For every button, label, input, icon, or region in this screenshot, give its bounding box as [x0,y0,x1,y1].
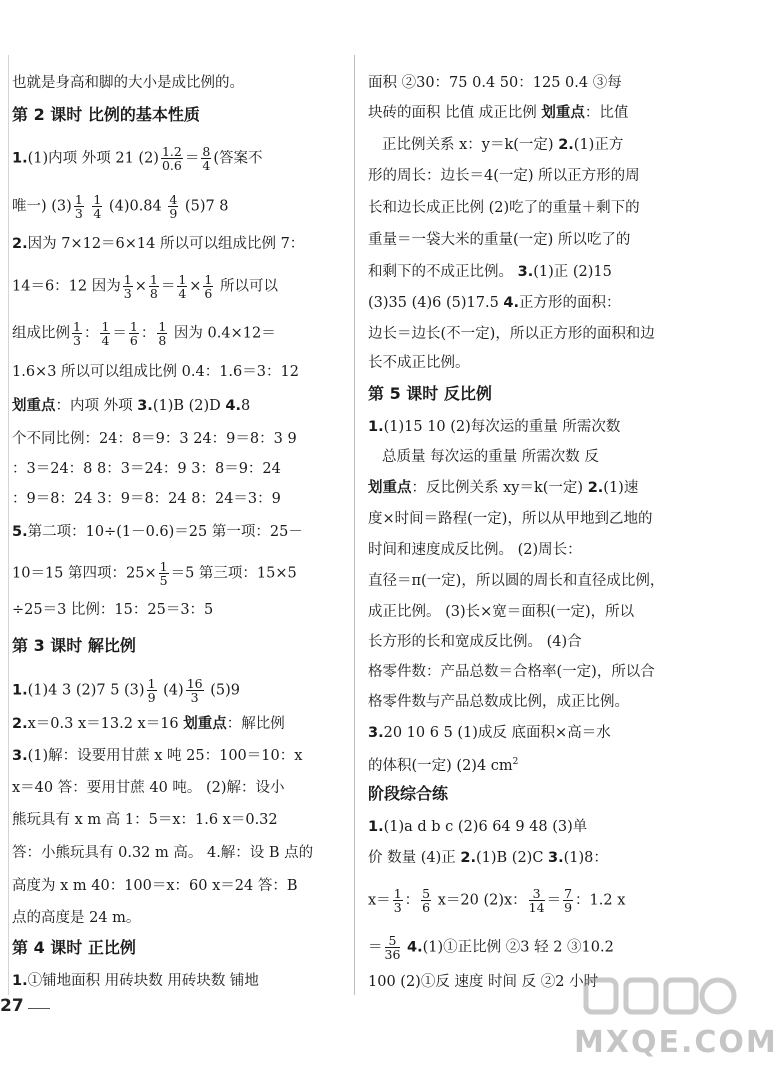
text-line: 3.(1)解：设要用甘蔗 x 吨 25：100＝10：x [12,748,303,764]
page-number: 27 [0,996,24,1016]
text-line: 格零件数与产品总数成比例，成正比例。 [368,694,629,710]
text-line: 总质量 每次运的重量 所需次数 反 [382,449,599,465]
text-line: 长不成正比例。 [368,355,470,371]
text-line: 正比例关系 x：y＝k(一定) 2.(1)正方 [382,137,624,153]
lesson-heading-4: 第 4 课时 正比例 [12,938,136,957]
watermark [574,972,778,1062]
item-number: 1. [368,819,384,835]
text-line: 也就是身高和脚的大小是成比例的。 [12,75,244,91]
fraction: $\frac{8}{4}$ [202,144,211,173]
text-line: 时间和速度成反比例。 (2)周长： [368,542,582,558]
text-line: 长和边长成正比例 (2)吃了的重量＋剩下的 [368,200,640,216]
fraction: $\frac{1}{6}$ [129,319,138,348]
text-line: 答：小熊玩具有 0.32 m 高。 4.解：设 B 点的 [12,845,314,861]
text-line: 熊玩具有 x m 高 1：5＝x：1.6 x＝0.32 [12,812,278,828]
text-line: 100 (2)①反 速度 时间 反 ②2 小时 [368,974,599,990]
page-number-rule [28,1008,50,1009]
text-line: 2.x＝0.3 x＝13.2 x＝16 划重点：解比例 [12,716,285,732]
text-line: x＝ $\frac{1}{3}$ ： $\frac{5}{6}$ x＝20 (2)x： $\frac{3}{14}$ ＝ $\frac{7}{9}$ ：1.2 x [368,886,626,915]
text-line: 10＝15 第四项：25× $\frac{1}{5}$ ＝5 第三项：15×5 [12,559,297,588]
text-line: 划重点：内项 外项 3.(1)B (2)D 4.8 [12,398,251,414]
lesson-heading-3: 第 3 课时 解比例 [12,636,136,655]
fraction: $\frac{1}{4}$ [93,192,102,221]
text-line: 价 数量 (4)正 2.(1)B (2)C 3.(1)8： [368,850,608,866]
fraction: $\frac{7}{9}$ [564,886,573,915]
item-number: 1. [368,419,384,435]
item-number: 1. [12,682,28,699]
item-number: 5. [12,524,28,540]
column-divider [354,55,355,995]
text-line: ÷25＝3 比例：15：25＝3：5 [12,602,214,618]
text-line: 1.6×3 所以可以组成比例 0.4：1.6＝3：12 [12,364,299,380]
text-line: 形的周长：边长＝4(一定) 所以正方形的周 [368,168,640,184]
section-heading-review: 阶段综合练 [368,784,449,803]
left-margin-line [8,55,9,995]
text-line: 1.(1)a d b c (2)6 64 9 48 (3)单 [368,819,588,835]
text-line: ：9＝8：24 3：9＝8：24 8：24＝3：9 [12,491,281,507]
text-line: 直径＝π(一定)，所以圆的周长和直径成比例， [368,573,665,589]
text-line: 边长＝边长(不一定)，所以正方形的面积和边 [368,326,655,342]
text-line: 长方形的长和宽成反比例。 (4)合 [368,634,582,650]
text-line: 3.20 10 6 5 (1)成反 底面积×高＝水 [368,725,611,741]
fraction: $\frac{5}{36}$ [384,933,401,962]
text-line: 组成比例 $\frac{1}{3}$ ： $\frac{1}{4}$ ＝ $\frac{1}{6}$ ： $\frac{1}{8}$ 因为 0.4×12＝ [12,319,276,348]
key-point-label: 划重点 [183,716,227,732]
fraction: $\frac{1.2}{0.6}$ [161,144,182,173]
text-line: 面积 ②30：75 0.4 50：125 0.4 ③每 [368,75,622,91]
text-line: 1.(1)15 10 (2)每次运的重量 所需次数 [368,419,621,435]
text-line: 格零件数：产品总数＝合格率(一定)，所以合 [368,664,655,680]
fraction: $\frac{1}{3}$ [123,272,132,301]
text-line: 划重点：反比例关系 xy＝k(一定) 2.(1)速 [368,480,639,496]
text-line: (3)35 (4)6 (5)17.5 4.正方形的面积： [368,295,621,311]
item-number: 1. [12,150,28,167]
text-line: 高度为 x m 40：100＝x：60 x＝24 答：B [12,878,298,894]
text-line: 唯一) (3) $\frac{1}{3}$ $\frac{1}{4}$ (4)0.84 $\frac{4}{9}$ (5)7 8 [12,192,229,221]
text-line: 1.(1)4 3 (2)7 5 (3) $\frac{1}{9}$ (4) $\frac{16}{3}$ (5)9 [12,676,240,705]
lesson-heading-2: 第 2 课时 比例的基本性质 [12,105,200,124]
fraction: $\frac{1}{5}$ [159,559,168,588]
key-point-label: 划重点 [368,480,412,496]
text-line: 14＝6：12 因为 $\frac{1}{3}$ × $\frac{1}{8}$ ＝ $\frac{1}{4}$ × $\frac{1}{6}$ 所以可以 [12,272,278,301]
text-line: 块砖的面积 比值 成正比例 划重点：比值 [368,105,629,121]
text-line: 5.第二项：10÷(1－0.6)＝25 第一项：25－ [12,524,303,540]
fraction: $\frac{1}{3}$ [73,319,81,348]
fraction: $\frac{1}{9}$ [147,676,156,705]
fraction: $\frac{1}{6}$ [204,272,213,301]
fraction: $\frac{1}{3}$ [393,886,402,915]
text-line: 2.因为 7×12＝6×14 所以可以组成比例 7： [12,236,305,252]
item-number: 3. [12,748,28,764]
fraction: $\frac{5}{6}$ [422,886,431,915]
item-number: 2. [12,236,28,252]
text-line: 1.①铺地面积 用砖块数 用砖块数 铺地 [12,973,259,989]
text-line: 点的高度是 24 m。 [12,910,141,926]
watermark-logo-icon [580,974,740,1018]
text-line: 1.(1)内项 外项 21 (2) $\frac{1.2}{0.6}$ ＝ $\frac{8}{4}$ (答案不 [12,144,263,173]
fraction: $\frac{1}{8}$ [149,272,158,301]
text-line: ：3＝24：8 8：3＝24：9 3：8＝9：24 [12,461,281,477]
text-line: x＝40 答：要用甘蔗 40 吨。 (2)解：设小 [12,780,285,796]
text-line: 度×时间＝路程(一定)，所以从甲地到乙地的 [368,511,653,527]
key-point-label: 划重点 [541,105,585,121]
fraction: $\frac{1}{8}$ [158,319,167,348]
item-number: 2. [12,716,28,732]
lesson-heading-5: 第 5 课时 反比例 [368,384,492,403]
text-line: 重量＝一袋大米的重量(一定) 所以吃了的 [368,232,631,248]
item-number: 3. [368,725,384,741]
text-line: 成正比例。 (3)长×宽＝面积(一定)，所以 [368,604,635,620]
watermark-text: MXQE.COM [574,1025,778,1060]
text-line: 个不同比例：24：8＝9：3 24：9＝8：3 9 [12,431,297,447]
key-point-label: 划重点 [12,398,56,414]
text-line: ＝ $\frac{5}{36}$ 4.(1)①正比例 ②3 轻 2 ③10.2 [368,933,614,962]
fraction: $\frac{3}{14}$ [528,886,545,915]
fraction: $\frac{1}{3}$ [74,192,83,221]
text-line: 的体积(一定) (2)4 $cm^2$ [368,757,519,774]
fraction: $\frac{1}{4}$ [178,272,187,301]
item-number: 1. [12,973,28,989]
fraction: $\frac{16}{3}$ [186,676,203,705]
fraction: $\frac{4}{9}$ [169,192,178,221]
text-line: 和剩下的不成正比例。 3.(1)正 (2)15 [368,264,612,280]
fraction: $\frac{1}{4}$ [101,319,110,348]
